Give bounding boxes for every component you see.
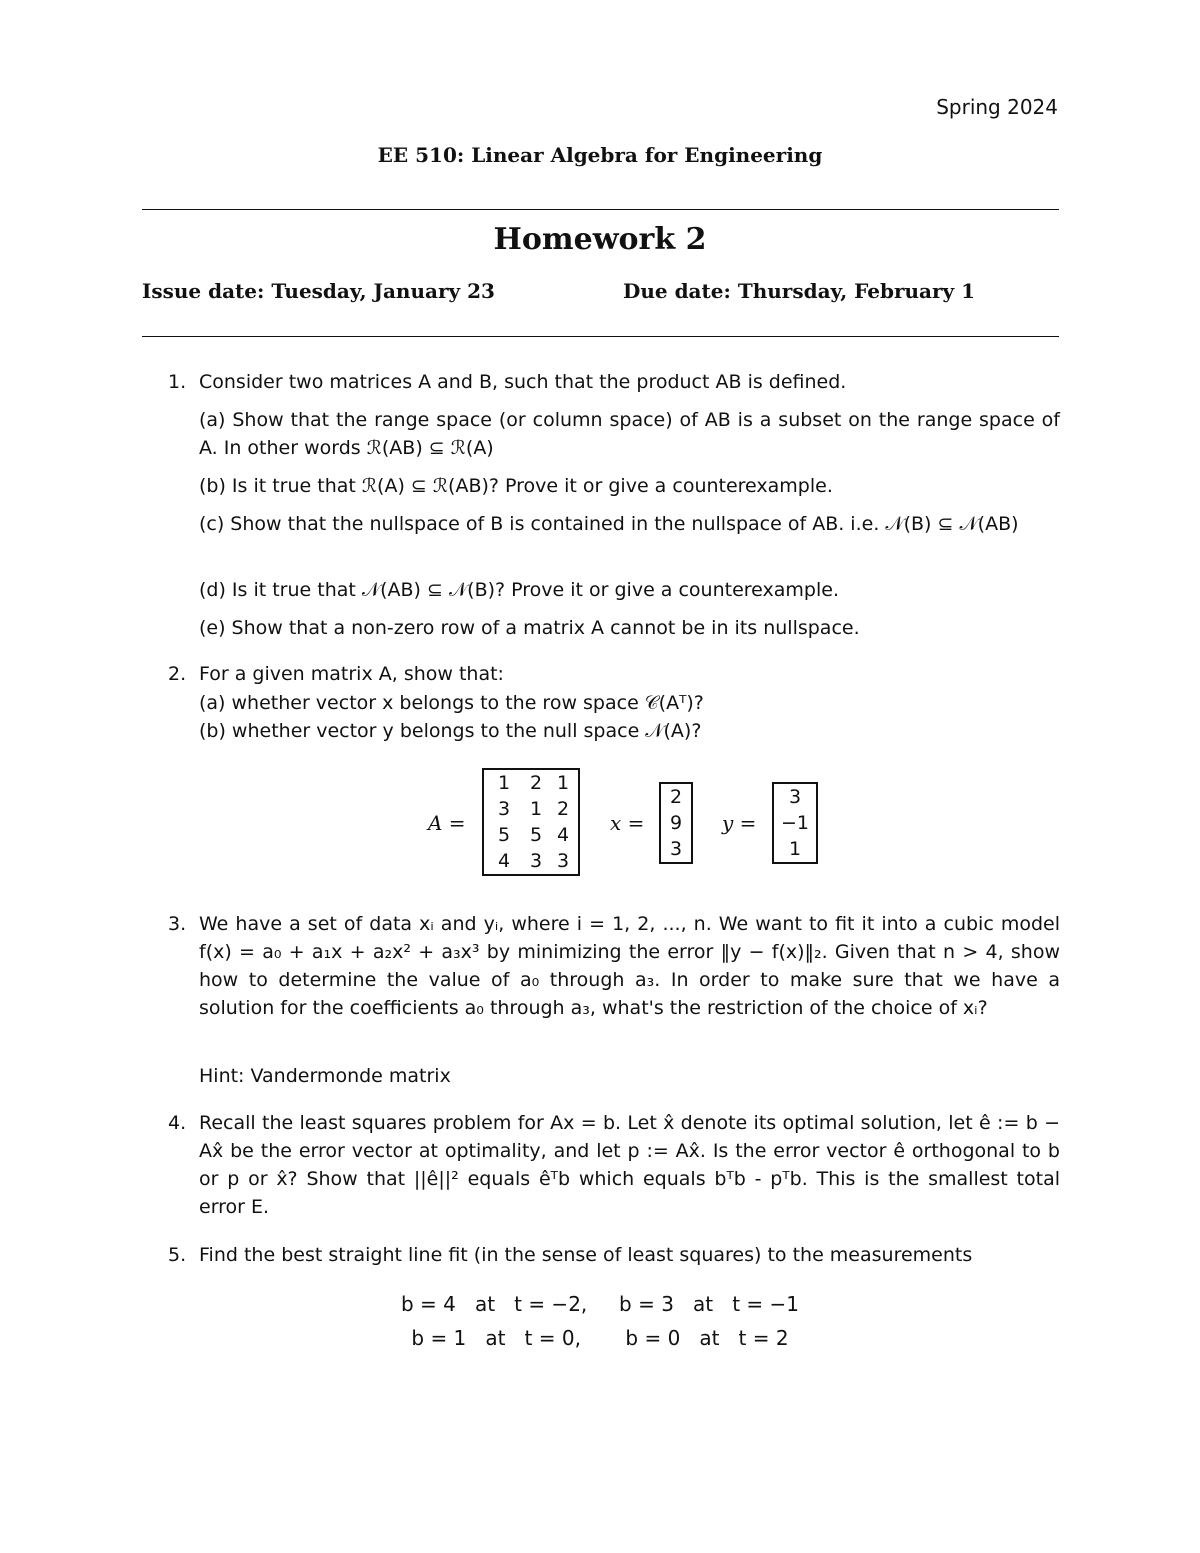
problem-1-part-a: (a) Show that the range space (or column space) of AB is a subset on the range space of A. In other words ℛ(AB) ⊆ ℛ(A): [199, 409, 1060, 459]
vector-x: [659, 782, 693, 864]
matrix-a-cell: 4: [497, 850, 511, 872]
page-title: Homework 2: [493, 222, 707, 257]
matrix-a-cell: 1: [497, 772, 511, 794]
problem-3-number: 3.: [168, 913, 187, 935]
top-rule: [142, 209, 1059, 210]
vector-y: [772, 782, 818, 864]
course-title: EE 510: Linear Algebra for Engineering: [377, 143, 823, 167]
vector-y-cell: 1: [788, 838, 802, 860]
problem-3-hint: Hint: Vandermonde matrix: [199, 1065, 451, 1087]
problem-1-part-d: (d) Is it true that 𝒩(AB) ⊆ 𝒩(B)? Prove it or give a counterexample.: [199, 579, 839, 601]
matrix-a-cell: 2: [529, 772, 543, 794]
problem-1-part-e: (e) Show that a non-zero row of a matrix A cannot be in its nullspace.: [199, 617, 860, 639]
matrix-a-cell: 4: [556, 824, 570, 846]
problem-3-text: We have a set of data xᵢ and yᵢ, where i = 1, 2, ..., n. We want to fit it into a cubic model f(x) = a₀ + a₁x + a₂x² + a₃x³ by minimizing the error ‖y − f(x)‖₂. Given that n > 4, show how to determine the value of a₀ through a₃. In order to make sure that we have a solution for the coefficients a₀ through a₃, what's the restriction of the choice of xᵢ?: [199, 913, 1060, 1019]
matrix-a-cell: 3: [497, 798, 511, 820]
semester-label: Spring 2024: [936, 95, 1058, 119]
matrix-a-cell: 3: [556, 850, 570, 872]
issue-date: Issue date: Tuesday, January 23: [142, 279, 495, 303]
matrix-a-label: A =: [428, 811, 466, 835]
vector-x-cell: 3: [669, 838, 683, 860]
measurements-line-1: b = 4 at t = −2, b = 3 at t = −1: [400, 1292, 799, 1316]
problem-2-part-b: (b) whether vector y belongs to the null space 𝒩(A)?: [199, 720, 702, 742]
problem-5-number: 5.: [168, 1244, 187, 1266]
matrix-a-cell: 1: [529, 798, 543, 820]
problem-5-text: Find the best straight line fit (in the sense of least squares) to the measurements: [199, 1244, 973, 1266]
vector-x-cell: 2: [669, 786, 683, 808]
problem-4-number: 4.: [168, 1112, 187, 1134]
bottom-rule: [142, 336, 1059, 337]
measurements-line-2: b = 1 at t = 0, b = 0 at t = 2: [411, 1326, 789, 1350]
matrix-a: [482, 768, 580, 876]
problem-2-part-a: (a) whether vector x belongs to the row space 𝒞(Aᵀ)?: [199, 692, 704, 714]
matrix-a-cell: 1: [556, 772, 570, 794]
matrix-a-cell: 3: [529, 850, 543, 872]
vector-y-label: y =: [722, 811, 757, 835]
matrix-a-cell: 5: [529, 824, 543, 846]
matrix-a-cell: 5: [497, 824, 511, 846]
vector-x-cell: 9: [669, 812, 683, 834]
vector-y-cell: −1: [780, 812, 809, 834]
problem-4-text: Recall the least squares problem for Ax = b. Let x̂ denote its optimal solution, let ê := b − Ax̂ be the error vector at optimality, and let p := Ax̂. Is the error vector ê orthogonal to b or p or x̂? Show that ||ê||² equals êᵀb which equals bᵀb - pᵀb. This is the smallest total error E.: [199, 1112, 1060, 1218]
problem-2-intro: For a given matrix A, show that:: [199, 663, 504, 685]
matrix-a-cell: 2: [556, 798, 570, 820]
problem-1-part-c: (c) Show that the nullspace of B is contained in the nullspace of AB. i.e. 𝒩(B) ⊆ 𝒩(AB): [199, 513, 1019, 535]
problem-1-intro: Consider two matrices A and B, such that the product AB is defined.: [199, 371, 847, 393]
due-date: Due date: Thursday, February 1: [623, 279, 976, 303]
vector-y-cell: 3: [788, 786, 802, 808]
vector-x-label: x =: [610, 811, 645, 835]
problem-1-number: 1.: [168, 371, 187, 393]
problem-1-part-b: (b) Is it true that ℛ(A) ⊆ ℛ(AB)? Prove it or give a counterexample.: [199, 475, 833, 497]
problem-2-number: 2.: [168, 663, 187, 685]
